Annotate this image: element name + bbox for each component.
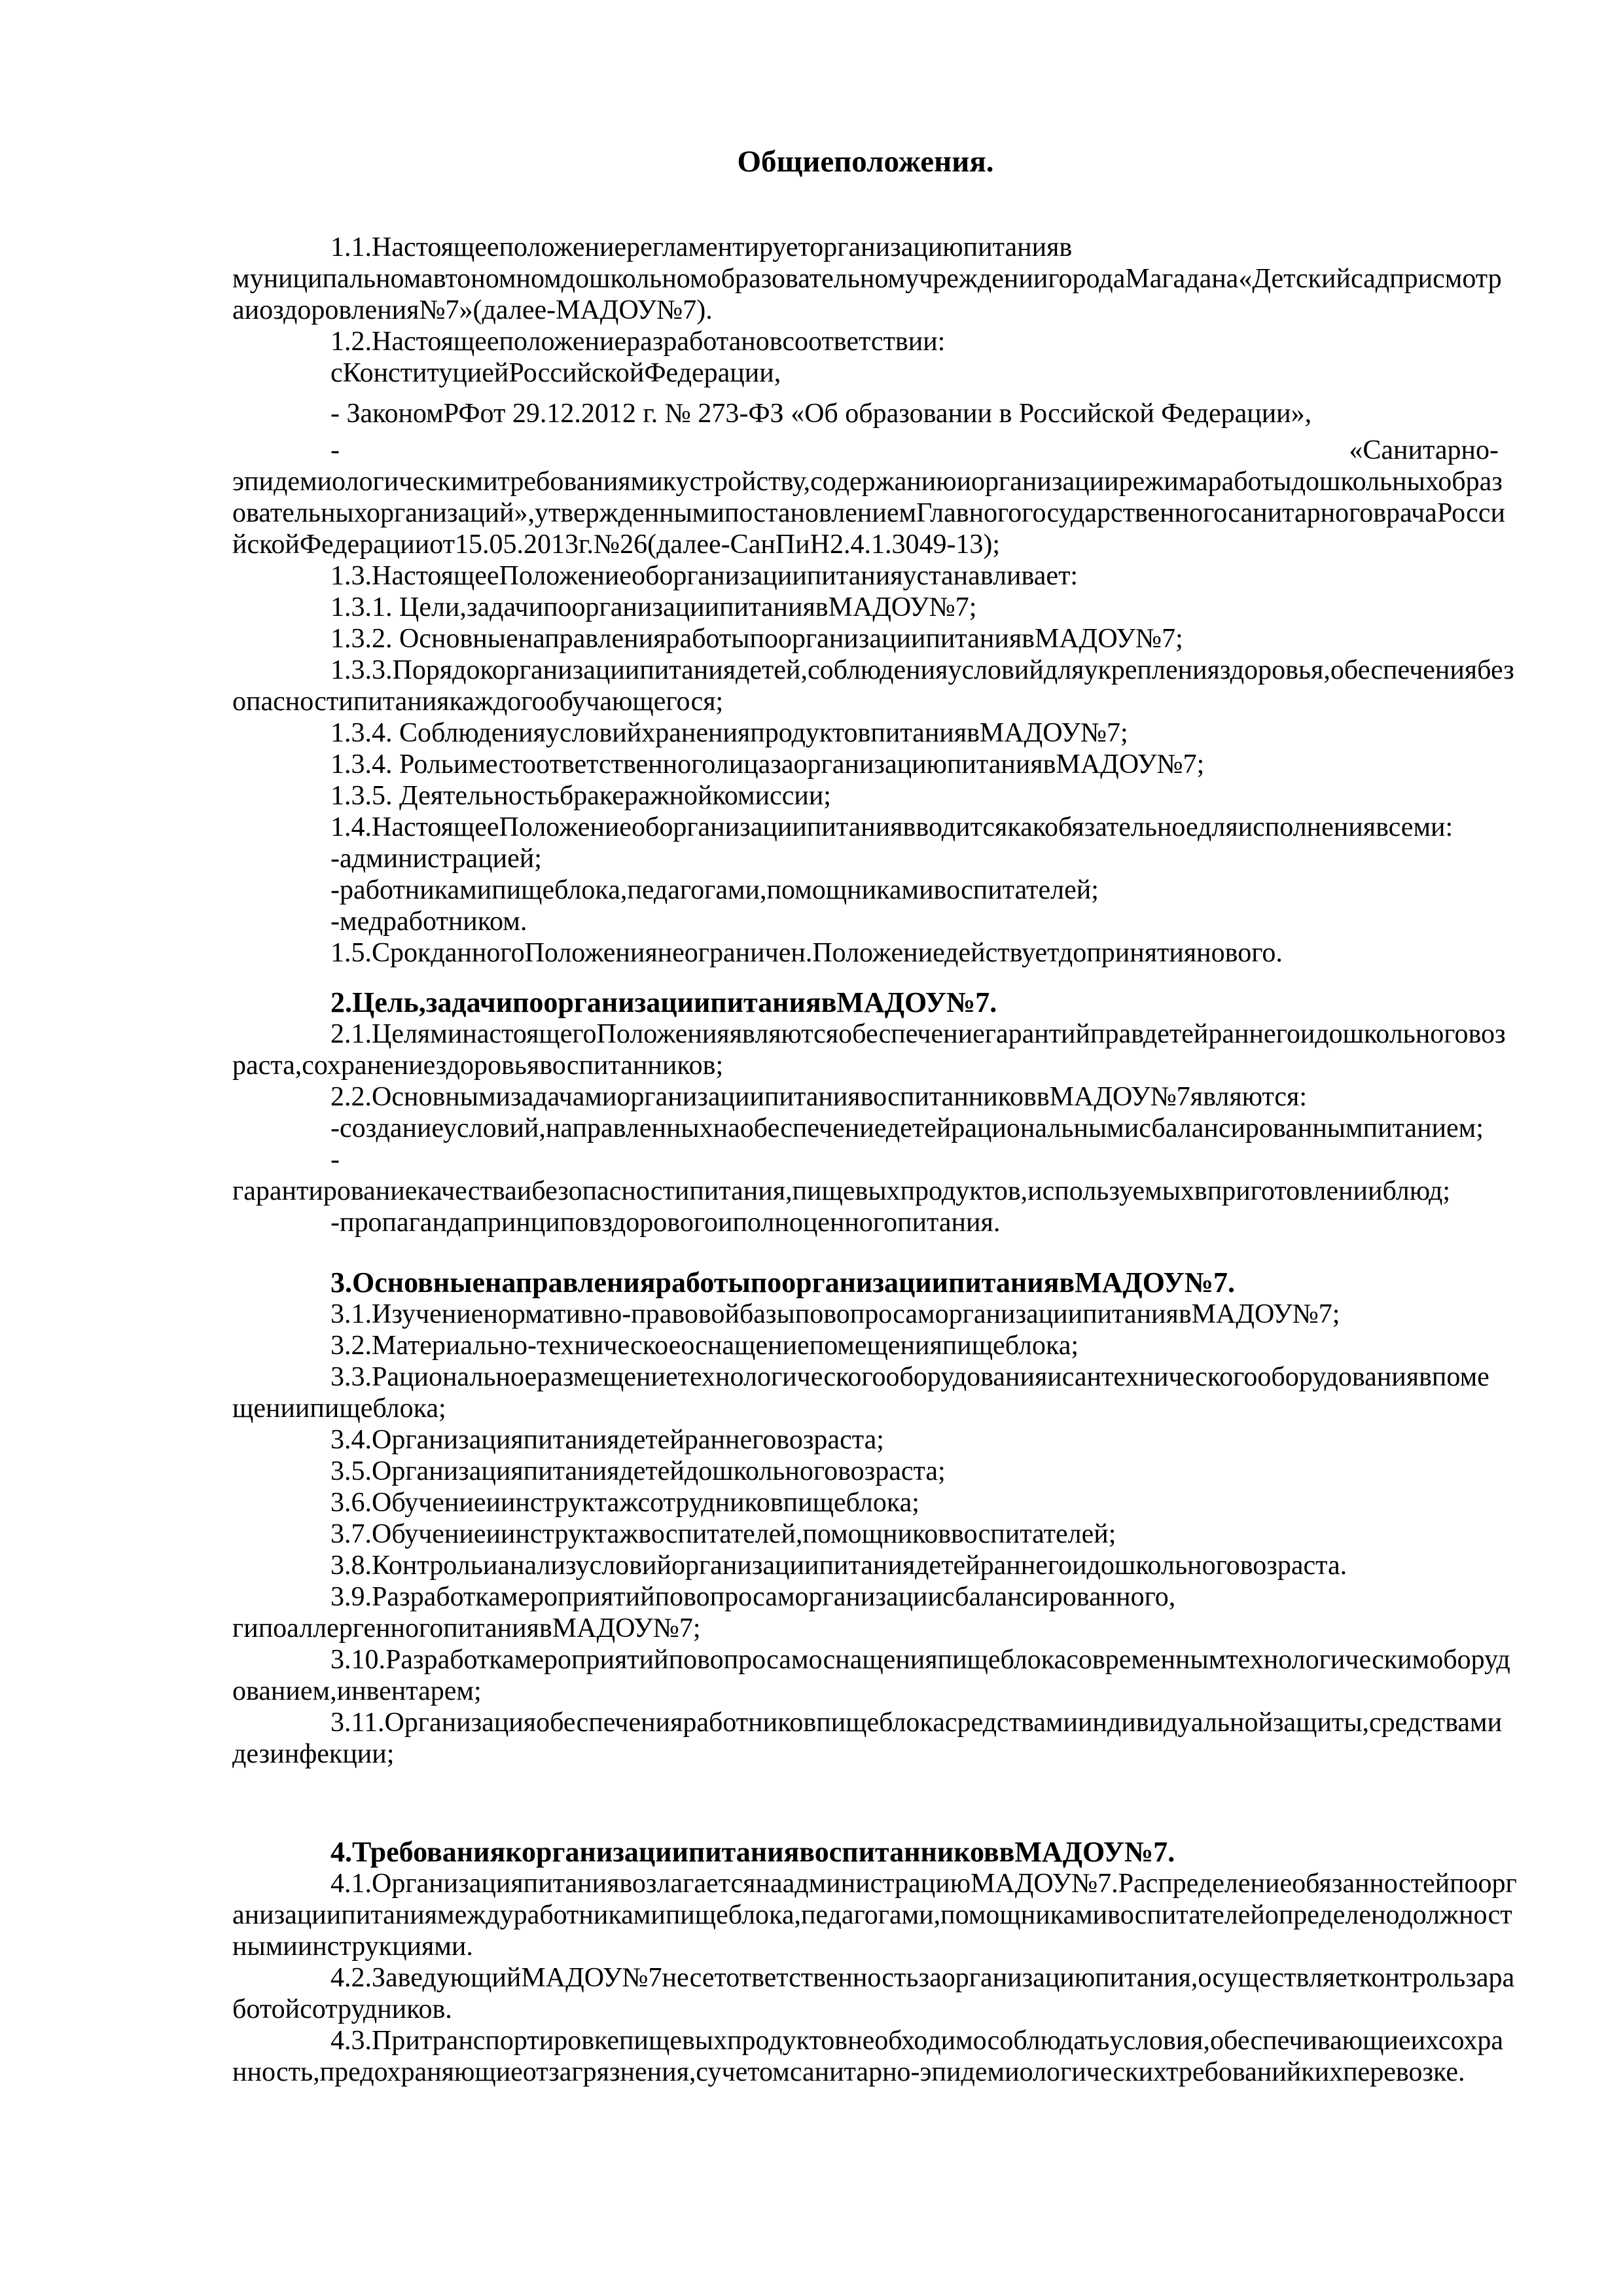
- text-line: 1.5.СрокданногоПоложениянеограничен.Положениедействуетдопринятиянового.: [330, 938, 1283, 968]
- text-line: 3.6.Обучениеиинструктажсотрудниковпищеблока;: [330, 1488, 919, 1518]
- page-title: Общиеположения.: [737, 145, 994, 179]
- hanging-dash-line: [232, 435, 1499, 466]
- text-line: овательныхорганизаций»,утвержденнымипостановлениемГлавногогосударственногосанитарноговрачаРосси: [232, 498, 1505, 528]
- text-line: 1.3.НастоящееПоложениеоборганизациипитанияустанавливает:: [330, 561, 1079, 591]
- text-line: 3.11.Организацияобеспеченияработниковпищеблокасредствамииндивидуальнойзащиты,средствами: [330, 1708, 1503, 1738]
- text-line: эпидемиологическимитребованиямикустройству,содержаниюиорганизациирежимаработыдошкольныхобраз: [232, 467, 1503, 497]
- text-line: гарантированиекачестваибезопасностипитания,пищевыхпродуктов,используемыхвприготовленииблюд;: [232, 1176, 1451, 1206]
- text-line: 1.4.НастоящееПоложениеоборганизациипитаниявводитсякакобязательноедляисполнениявсеми:: [330, 812, 1454, 842]
- text-line: опасностипитаниякаждогообучающегося;: [232, 687, 724, 717]
- text-line: гипоаллергенногопитаниявМАДОУ№7;: [232, 1613, 701, 1643]
- text-line: 4.3.Притранспортировкепищевыхпродуктовнеобходимособлюдатьусловия,обеспечивающиеихсохра: [330, 2026, 1504, 2056]
- text-line: ованием,инвентарем;: [232, 1676, 482, 1706]
- text-line: 4.1.ОрганизацияпитаниявозлагаетсянаадминистрациюМАДОУ№7.Распределениеобязанностейпоорг: [330, 1869, 1517, 1899]
- text-line: йскойФедерацииот15.05.2013г.№26(далее-СанПиН2.4.1.3049-13);: [232, 529, 1001, 560]
- text-line: щениипищеблока;: [232, 1393, 446, 1424]
- section-heading: 2.Цель,задачипоорганизациипитаниявМАДОУ№7.: [330, 986, 997, 1018]
- text-line: муниципальномавтономномдошкольномобразовательномучреждениигородаМагадана«Детскийсадприсмотр: [232, 264, 1502, 294]
- text-line: -созданиеусловий,направленныхнаобеспечениедетейрациональнымисбалансированнымпитанием;: [330, 1113, 1484, 1143]
- text-line: -пропагандапринциповздоровогоиполноценногопитания.: [330, 1208, 1001, 1238]
- text-line: 2.1.ЦеляминастоящегоПоложенияявляютсяобеспечениегарантийправдетейраннегоидошкольноговоз: [330, 1019, 1506, 1049]
- text-line: 1.1.Настоящееположениерегламентируеторганизациюпитанияв: [330, 232, 1073, 262]
- text-line: ботойсотрудников.: [232, 1994, 452, 2024]
- text-line: 3.9.Разработкамероприятийповопросаморганизациисбалансированного,: [330, 1582, 1176, 1612]
- text-line: - ЗакономРФот 29.12.2012 г. № 273-ФЗ «Об образовании в Российской Федерации»,: [330, 399, 1312, 429]
- text-line: анизациипитаниямеждуработникамипищеблока,педагогами,помощникамивоспитателейопределенодолжност: [232, 1900, 1512, 1930]
- text-line: 4.2.ЗаведующийМАДОУ№7несетответственностьзаорганизациюпитания,осуществляетконтрользара: [330, 1963, 1515, 1993]
- text-line: 1.2.Настоящееположениеразработановсоответствии:: [330, 327, 946, 357]
- text-line: 1.3.2. ОсновныенаправленияработыпоорганизациипитаниявМАДОУ№7;: [330, 624, 1183, 654]
- text-line: аиоздоровления№7»(далее-МАДОУ№7).: [232, 295, 713, 325]
- text-line: 3.4.Организацияпитаниядетейраннеговозраста;: [330, 1425, 884, 1455]
- text-line: раста,сохранениездоровьявоспитанников;: [232, 1050, 724, 1081]
- text-line: 2.2.ОсновнымизадачамиорганизациипитаниявоспитанниковвМАДОУ№7являются:: [330, 1082, 1307, 1112]
- text-line: -работникамипищеблока,педагогами,помощникамивоспитателей;: [330, 875, 1099, 905]
- text-line: 3.8.Контрольианализусловийорганизациипитаниядетейраннегоидошкольноговозраста.: [330, 1551, 1347, 1581]
- text-line: 1.3.3.Порядокорганизациипитаниядетей,соблюденияусловийдляукрепленияздоровья,обеспечениябез: [330, 655, 1514, 685]
- text-line: 3.5.Организацияпитаниядетейдошкольноговозраста;: [330, 1456, 946, 1486]
- text-line: -медработником.: [330, 906, 527, 937]
- text-line: нность,предохраняющиеотзагрязнения,сучетомсанитарно-эпидемиологическихтребованийкихперевозке.: [232, 2057, 1465, 2087]
- text-line: 3.7.Обучениеиинструктажвоспитателей,помощниковвоспитателей;: [330, 1519, 1116, 1549]
- text-line: 1.3.1. Цели,задачипоорганизациипитаниявМАДОУ№7;: [330, 592, 977, 622]
- section-heading: 3.ОсновныенаправленияработыпоорганизациипитаниявМАДОУ№7.: [330, 1266, 1235, 1299]
- text-line: -: [330, 1145, 340, 1175]
- text-line: 1.3.4. РольиместоответственноголицазаорганизациюпитаниявМАДОУ№7;: [330, 749, 1205, 780]
- document-body: [232, 232, 1517, 2088]
- text-line: 3.2.Материально-техническоеоснащениепомещенияпищеблока;: [330, 1331, 1079, 1361]
- text-line: нымиинструкциями.: [232, 1931, 473, 1962]
- text-line: сКонституциейРоссийскойФедерации,: [330, 358, 781, 388]
- text-line: 1.3.5. Деятельностьбракеражнойкомиссии;: [330, 781, 831, 811]
- text-line: 3.10.Разработкамероприятийповопросамоснащенияпищеблокасовременнымтехнологическимоборуд: [330, 1645, 1510, 1675]
- section-heading: 4.ТребованиякорганизациипитаниявоспитанниковвМАДОУ№7.: [330, 1836, 1175, 1868]
- text-line: дезинфекции;: [232, 1739, 395, 1769]
- text-line: -администрацией;: [330, 844, 542, 874]
- line-right-text: «Санитарно-: [1349, 435, 1499, 465]
- text-line: 3.1.Изучениенормативно-правовойбазыповопросаморганизациипитаниявМАДОУ№7;: [330, 1299, 1340, 1329]
- list-dash: -: [330, 435, 340, 465]
- text-line: 1.3.4. СоблюденияусловийхраненияпродуктовпитаниявМАДОУ№7;: [330, 718, 1128, 748]
- text-line: 3.3.Рациональноеразмещениетехнологическогооборудованияисантехническогооборудованиявпоме: [330, 1362, 1489, 1392]
